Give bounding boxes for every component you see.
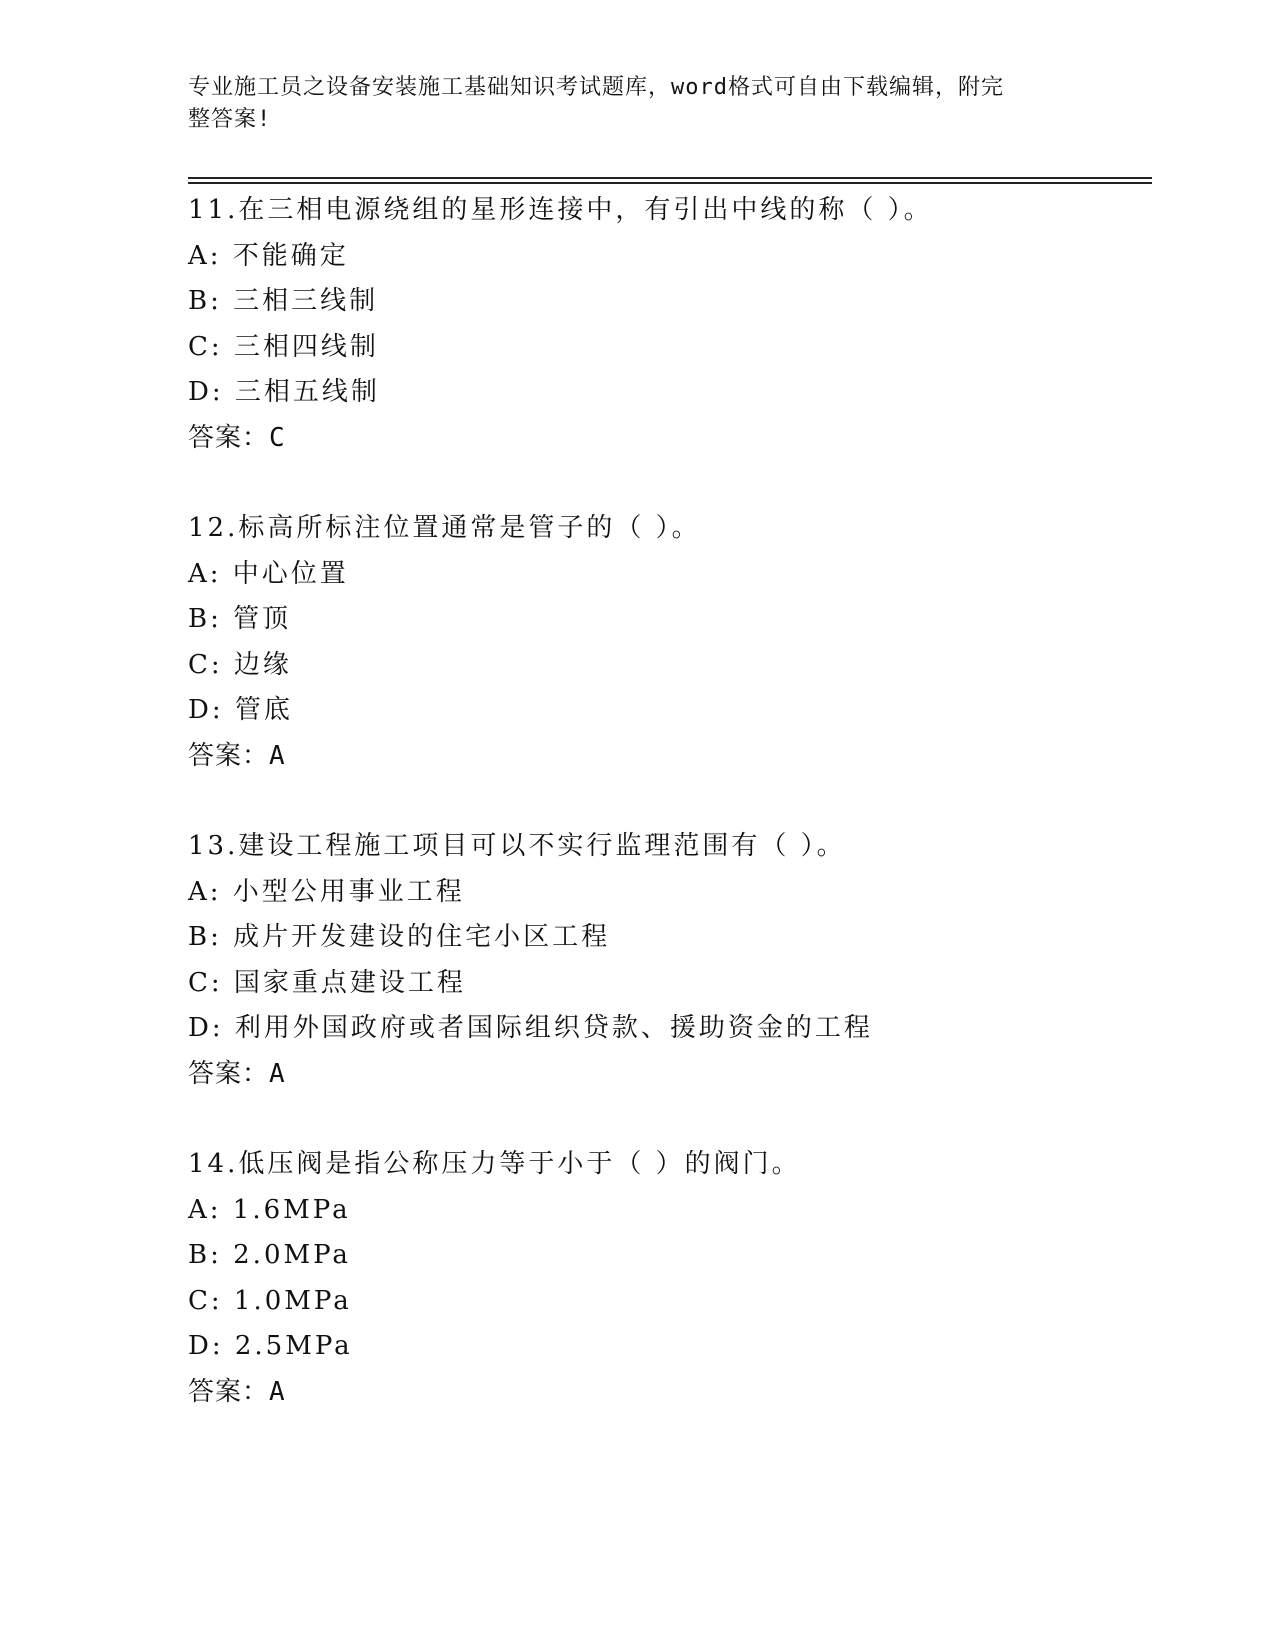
option-a: A: 中心位置 [188,558,349,589]
header-line-1: 专业施工员之设备安装施工基础知识考试题库，word格式可自由下载编辑，附完 [188,75,1004,100]
document-header [188,72,1068,136]
question-stem: 14.低压阀是指公称压力等于小于（ ）的阀门。 [188,1149,801,1179]
option-c: C: 国家重点建设工程 [188,967,466,998]
option-d: D: 2.5MPa [188,1331,353,1361]
option-b: B: 管顶 [188,604,292,634]
answer-label: 答案：A [188,1376,286,1407]
option-a: A: 不能确定 [188,240,349,271]
header-line-2: 整答案! [188,107,272,132]
question-stem: 13.建设工程施工项目可以不实行监理范围有（ ）。 [188,831,846,861]
option-a: A: 1.6MPa [188,1194,351,1225]
question-block [188,1142,1148,1415]
option-c: C: 1.0MPa [188,1285,352,1316]
header-divider-top [188,177,1152,179]
option-a: A: 小型公用事业工程 [188,876,465,907]
question-stem: 11.在三相电源绕组的星形连接中，有引出中线的称（ ）。 [188,195,933,225]
option-b: B: 成片开发建设的住宅小区工程 [188,922,611,952]
answer-label: 答案：A [188,740,286,771]
question-block [188,506,1148,779]
option-d: D: 三相五线制 [188,377,380,407]
option-d: D: 管底 [188,695,293,725]
option-b: B: 2.0MPa [188,1240,351,1270]
option-c: C: 边缘 [188,649,292,680]
question-block [188,188,1148,461]
header-divider-bottom [188,182,1152,184]
option-b: B: 三相三线制 [188,286,379,316]
option-d: D: 利用外国政府或者国际组织贷款、援助资金的工程 [188,1013,873,1043]
answer-label: 答案：A [188,1058,286,1089]
option-c: C: 三相四线制 [188,331,379,362]
question-stem: 12.标高所标注位置通常是管子的（ ）。 [188,513,701,543]
answer-label: 答案：C [188,422,286,453]
question-block [188,824,1148,1097]
